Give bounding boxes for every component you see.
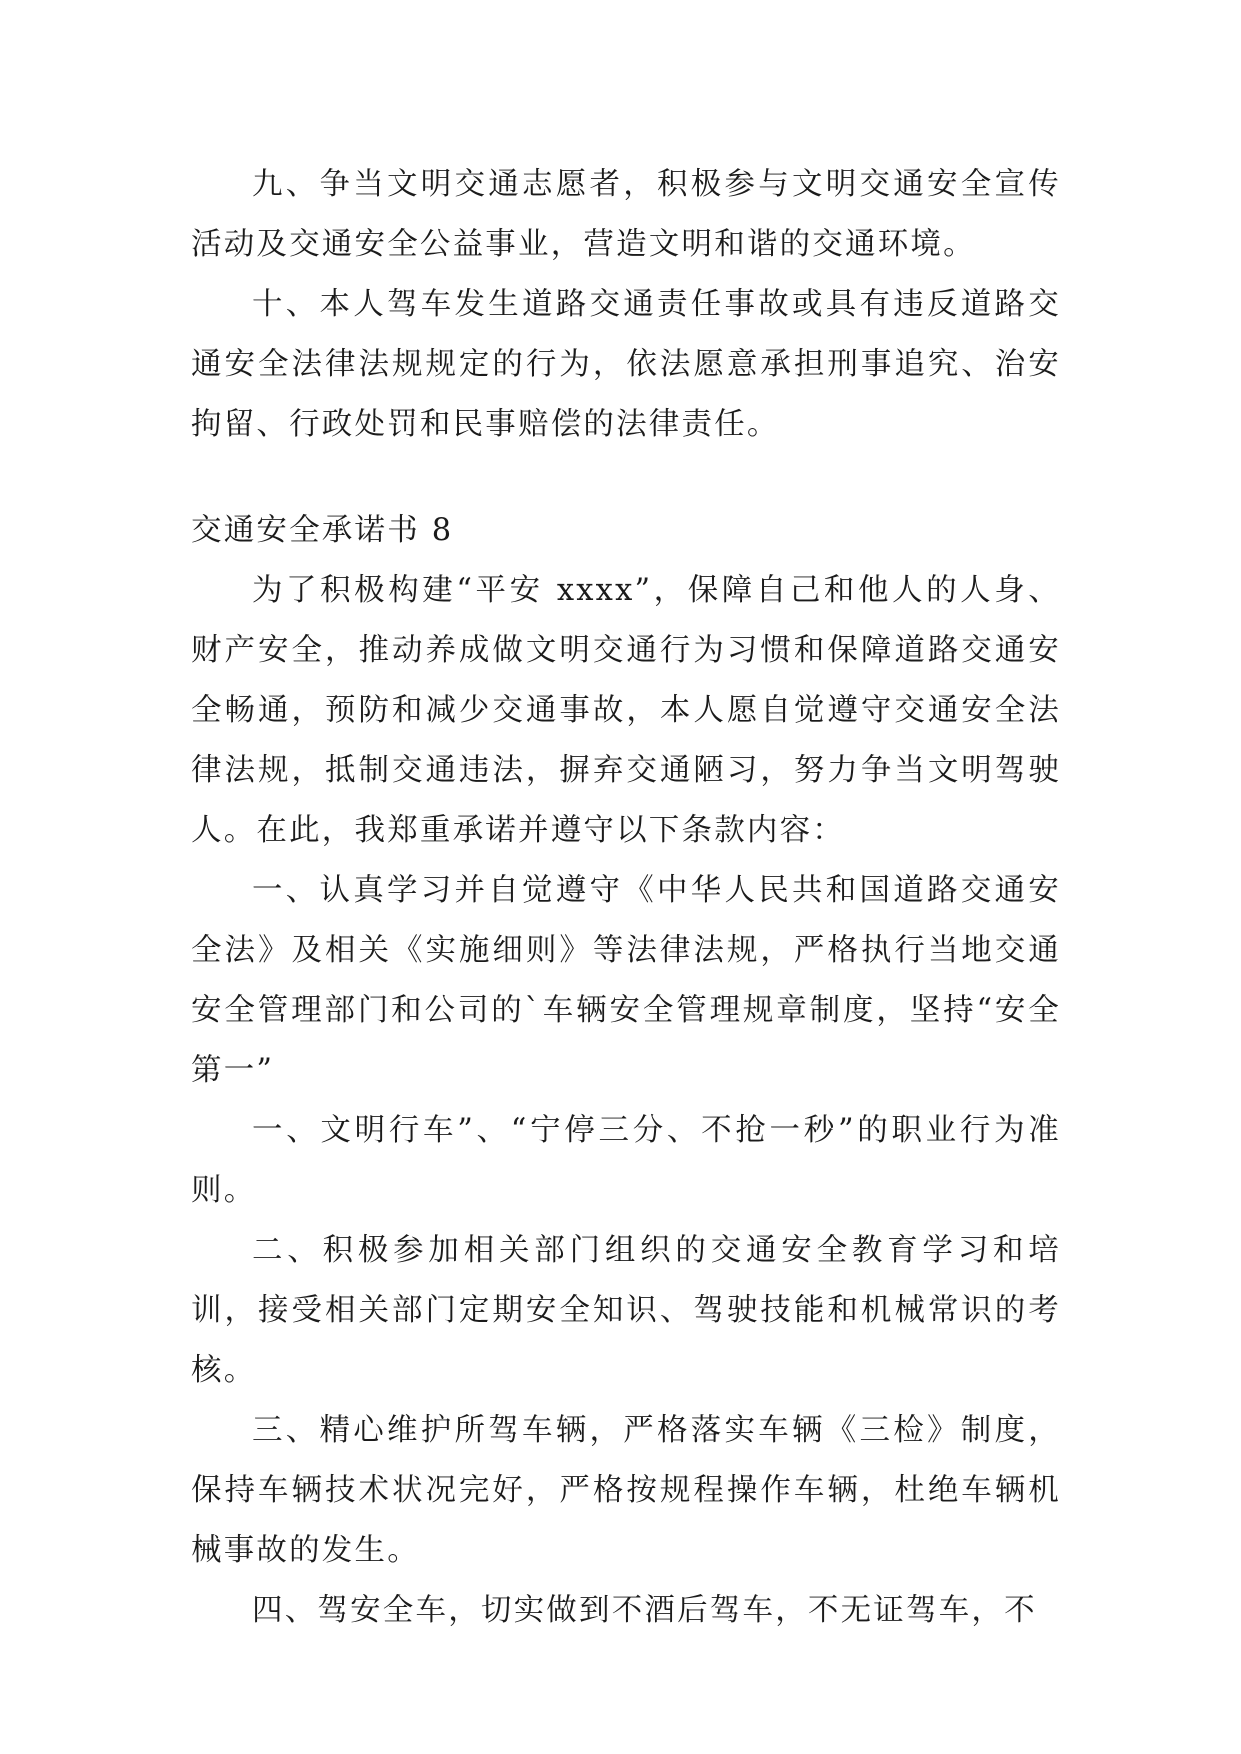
paragraph-item-1-continued: 一、文明行车”、“宁停三分、不抢一秒”的职业行为准则。 <box>191 1113 1061 1208</box>
paragraph-item-1: 一、认真学习并自觉遵守《中华人民共和国道路交通安全法》及相关《实施细则》等法律法规，严格执行当地交通安全管理部门和公司的`车辆安全管理规章制度，坚持“安全第一” <box>191 873 1061 1088</box>
document-body <box>191 155 1061 1641</box>
paragraph-item-2: 二、积极参加相关部门组织的交通安全教育学习和培训，接受相关部门定期安全知识、驾驶技能和机械常识的考核。 <box>191 1233 1061 1388</box>
paragraph-item-4: 四、驾安全车，切实做到不酒后驾车，不无证驾车，不 <box>252 1593 1037 1628</box>
paragraph-item-3: 三、精心维护所驾车辆，严格落实车辆《三检》制度，保持车辆技术状况完好，严格按规程操作车辆，杜绝车辆机械事故的发生。 <box>191 1413 1061 1568</box>
paragraph-intro: 为了积极构建“平安 xxxx”，保障自己和他人的人身、财产安全，推动养成做文明交通行为习惯和保障道路交通安全畅通，预防和减少交通事故，本人愿自觉遵守交通安全法律法规，抵制交通违法，摒弃交通陋习，努力争当文明驾驶人。在此，我郑重承诺并遵守以下条款内容： <box>191 573 1061 848</box>
paragraph-item-9: 九、争当文明交通志愿者，积极参与文明交通安全宣传活动及交通安全公益事业，营造文明和谐的交通环境。 <box>191 167 1061 262</box>
section-title: 交通安全承诺书 8 <box>191 513 454 548</box>
paragraph-item-10: 十、本人驾车发生道路交通责任事故或具有违反道路交通安全法律法规规定的行为，依法愿意承担刑事追究、治安拘留、行政处罚和民事赔偿的法律责任。 <box>191 287 1061 442</box>
